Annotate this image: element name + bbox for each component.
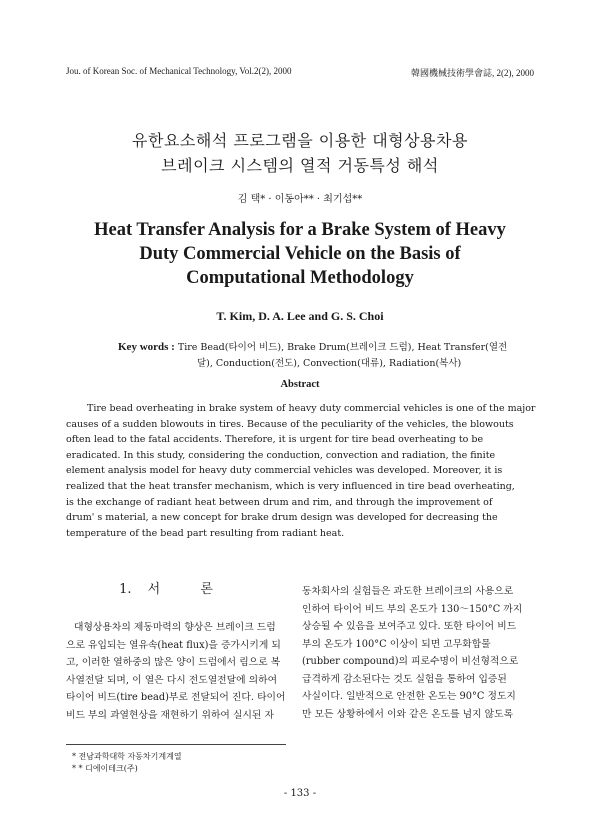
journal-header-left: Jou. of Korean Soc. of Mechanical Technology, Vol.2(2), 2000 [66, 66, 292, 76]
body-line: 사실이다. 일반적으로 안전한 온도는 90°C 정도지 [302, 691, 516, 702]
english-authors: T. Kim, D. A. Lee and G. S. Choi [216, 309, 384, 323]
abstract-line: Tire bead overheating in brake system of heavy duty commercial vehicles is one of the major [87, 403, 536, 414]
abstract-line: temperature of the bead part resulting from radiant heat. [66, 527, 345, 539]
body-right-column [302, 583, 538, 723]
footnote-affiliation-1: * 전남과학대학 자동차기계계열 [72, 752, 182, 761]
body-line: 인하여 타이어 비드 부의 온도가 130～150°C 까지 [302, 603, 523, 615]
body-line: 으로 유입되는 열유속(heat flux)을 증가시키게 되 [66, 639, 281, 651]
page-number: - 133 - [283, 788, 317, 799]
section-heading [66, 578, 284, 597]
english-title-line-3: Computational Methodology [186, 268, 414, 288]
footnote-affiliation-2: * * 디에이테크(주) [72, 764, 138, 773]
section-number: 1. [119, 582, 132, 597]
body-line: 상승될 수 있음을 보여주고 있다. 또한 타이어 비드 [302, 621, 517, 632]
body-line: (rubber compound)의 피로수명이 비선형적으로 [302, 656, 519, 667]
body-line: 만 모든 상황하에서 이와 같은 온도를 넘지 않도록 [302, 708, 514, 720]
abstract-line: element analysis model for heavy duty commercial vehicles was developed. Moreover, it is [66, 465, 503, 477]
english-title-line-2: Duty Commercial Vehicle on the Basis of [139, 244, 461, 264]
body-line: 사열전달 되며, 이 열은 다시 전도열전달에 의하여 [66, 674, 278, 686]
abstract-heading: Abstract [280, 379, 320, 390]
footnote-divider [66, 744, 286, 745]
keywords-line-2: 달), Conduction(전도), Convection(대류), Radiation(복사) [197, 358, 462, 369]
body-line: 급격하게 감소된다는 것도 실험을 통하여 입증된 [302, 673, 507, 685]
abstract-line: often lead to the fatal accidents. Therefore, it is urgent for tire bead overheating to be [66, 434, 484, 446]
abstract-line: causes of a sudden blowouts in tires. Because of the peculiarity of the vehicles, the blowouts [66, 418, 514, 430]
english-title-line-1: Heat Transfer Analysis for a Brake System of Heavy [94, 220, 506, 240]
body-left-column [66, 619, 286, 724]
body-line: 타이어 비드(tire bead)부로 전달되어 진다. 타이어 [66, 692, 286, 703]
body-line: 고, 이러한 열하중의 많은 양이 드럼에서 림으로 복 [66, 657, 281, 668]
body-line: 동차회사의 실험들은 과도한 브레이크의 사용으로 [302, 586, 514, 597]
journal-header-right: 韓國機械技術學會誌, 2(2), 2000 [411, 68, 534, 78]
keywords-line-1: Tire Bead(타이어 비드), Brake Drum(브레이크 드럼), Heat Transfer(열전 [177, 342, 508, 353]
abstract-line: drum' s material, a new concept for brake drum design was developed for decreasing the [66, 512, 498, 524]
footnotes [72, 751, 292, 775]
korean-authors: 김 택* · 이동아** · 최기섭** [237, 194, 363, 205]
body-line: 비드 부의 과열현상을 재현하기 위하여 실시된 자 [66, 709, 274, 721]
korean-title-line-2: 브레이크 시스템의 열적 거동특성 해석 [161, 156, 439, 175]
abstract-line: realized that the heat transfer mechanism, which is very influenced in tire bead overheating, [66, 480, 515, 492]
abstract-line: eradicated. In this study, considering the conduction, convection and radiation, the finite [66, 449, 496, 461]
abstract-line: is the exchange of radiant heat between drum and rim, and through the improvement of [66, 496, 493, 508]
section-title: 서 론 [147, 582, 231, 597]
body-line: 대형상용차의 제동마력의 향상은 브레이크 드럼 [74, 622, 276, 633]
korean-title-line-1: 유한요소해석 프로그램을 이용한 대형상용차용 [132, 131, 468, 150]
keywords-block [118, 339, 518, 372]
body-line: 부의 온도가 100°C 이상이 되면 고무화합물 [302, 638, 491, 650]
keywords-label: Key words : [118, 341, 175, 353]
abstract-body [66, 401, 536, 541]
